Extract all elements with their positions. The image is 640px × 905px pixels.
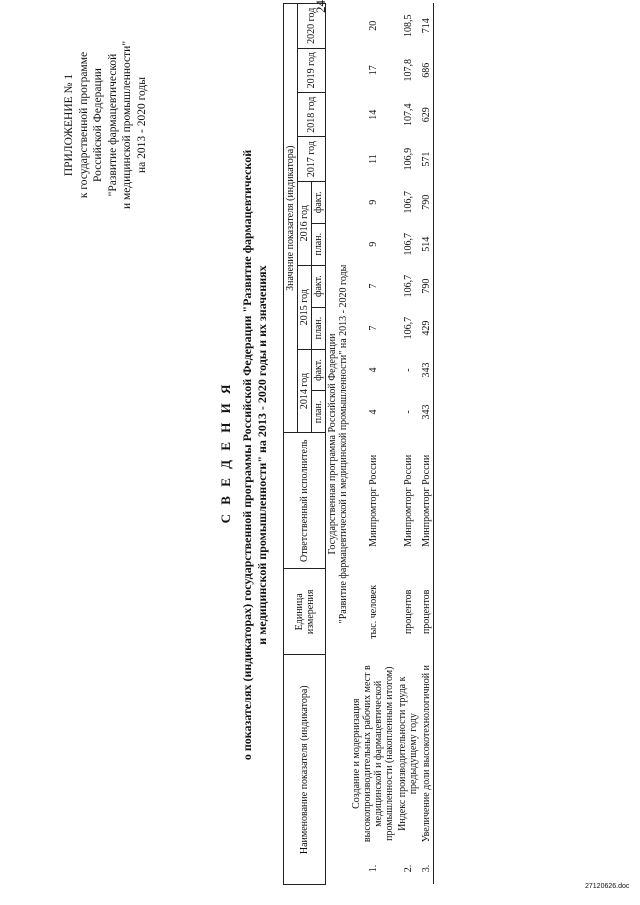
row-value: 514	[420, 223, 434, 265]
row-value: 571	[420, 137, 434, 181]
footer-filename: 27120626.doc	[585, 883, 630, 890]
row-value: 4	[367, 367, 379, 373]
row-value: 790	[420, 265, 434, 307]
row-value: 790	[420, 181, 434, 223]
row-value: 17	[367, 65, 379, 76]
table-row	[350, 4, 396, 885]
row-number: 2.	[402, 864, 414, 873]
header-fact: факт.	[312, 265, 326, 307]
program-title	[326, 4, 351, 885]
header-exec: Ответственный исполнитель	[284, 433, 326, 569]
row-value: 107,8	[402, 59, 414, 82]
row-value: 629	[420, 92, 434, 136]
program-line: Государственная программа Российской Федерации	[327, 333, 338, 555]
page-number: 24	[313, 0, 328, 13]
appendix-line: Российской Федерации	[92, 68, 104, 182]
header-fact: факт.	[312, 181, 326, 223]
header-year: 2016 год	[298, 181, 312, 265]
row-exec: Минпромторг России	[420, 433, 434, 569]
row-value: 108,5	[402, 14, 414, 38]
row-unit: процентов	[420, 569, 434, 655]
program-line: "Развитие фармацевтической и медицинской промышленности" на 2013 - 2020 годы	[338, 264, 349, 624]
header-year: 2018 год	[298, 92, 326, 136]
header-year: 2015 год	[298, 265, 312, 349]
header-year: 2019 год	[298, 48, 326, 92]
row-exec: Минпромторг России	[367, 454, 379, 547]
row-number: 3.	[420, 852, 434, 884]
row-value: 11	[367, 154, 379, 164]
header-name: Наименование показателя (индикатора)	[284, 655, 326, 885]
appendix-line: "Развитие фармацевтической	[106, 53, 119, 197]
row-unit: процентов	[402, 589, 414, 635]
row-unit: тыс. человек	[367, 584, 379, 639]
row-value: 7	[367, 325, 379, 331]
row-exec: Минпромторг России	[402, 454, 414, 547]
row-value: 106,7	[402, 274, 414, 298]
row-value: 107,4	[402, 103, 414, 126]
header-plan: план.	[312, 307, 326, 349]
title-line: о показателях (индикаторах) государственной программы Российской Федерации "Развитие фармацевтической	[240, 149, 254, 761]
row-value: 686	[420, 48, 434, 92]
row-value: 4	[367, 409, 379, 415]
row-value: 714	[420, 4, 434, 49]
appendix-line: к государственной программе	[77, 51, 90, 199]
document-title	[240, 105, 270, 805]
row-value: 343	[420, 349, 434, 391]
table-row	[420, 4, 434, 885]
header-plan: план.	[312, 391, 326, 433]
table-row	[396, 4, 420, 885]
title-line: и медицинской промышленности" на 2013 - 2020 годы и их значениях	[255, 265, 269, 645]
row-value: 106,9	[402, 147, 414, 171]
row-value: 429	[420, 307, 434, 349]
row-value: 7	[367, 283, 379, 289]
row-value: -	[402, 368, 414, 372]
row-value: 9	[367, 241, 379, 247]
header-year: 2020 год	[298, 4, 326, 49]
row-value: 106,7	[402, 191, 414, 214]
header-plan: план.	[312, 223, 326, 265]
header-year: 2014 год	[298, 349, 312, 433]
row-value: -	[402, 410, 414, 414]
row-value: 14	[367, 109, 379, 120]
document-heading: С В Е Д Е Н И Я	[218, 381, 233, 524]
row-value: 106,7	[402, 232, 414, 256]
row-value: 106,7	[402, 316, 414, 340]
row-name: Создание и модернизация высокопроизводительных рабочих мест в медицинской и фармацевтической промышленности (накопленным итогом)	[351, 665, 395, 843]
row-name: Индекс производительности труда к предыдущему году	[397, 676, 419, 831]
header-unit: Единица измерения	[284, 569, 326, 655]
indicators-table	[283, 3, 434, 885]
header-year: 2017 год	[298, 137, 326, 181]
row-value: 20	[367, 20, 379, 31]
row-number: 1.	[367, 864, 379, 873]
appendix-block	[62, 35, 149, 215]
appendix-line: ПРИЛОЖЕНИЕ № 1	[63, 73, 75, 177]
appendix-line: и медицинской промышленности"	[121, 40, 133, 210]
row-value: 9	[367, 199, 379, 205]
appendix-line: на 2013 - 2020 годы	[135, 77, 148, 174]
row-name: Увеличение доли высокотехнологичной и	[420, 655, 434, 852]
header-fact: факт.	[312, 349, 326, 391]
header-values: Значение показателя (индикатора)	[284, 4, 298, 433]
row-value: 343	[420, 391, 434, 433]
